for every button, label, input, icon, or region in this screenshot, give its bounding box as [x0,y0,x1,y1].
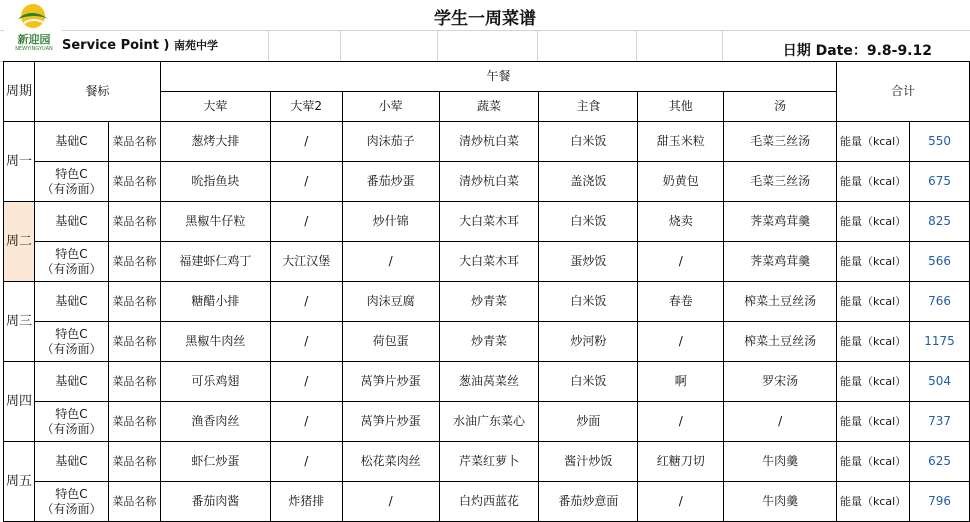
dish-cell-staple: 白米饭 [539,362,638,402]
energy-value: 625 [910,442,970,482]
dish-header-other: 其他 [638,92,724,122]
dish-cell-other: 啊 [638,362,724,402]
energy-label: 能量（kcal） [837,482,910,522]
dish-cell-other: / [638,242,724,282]
menu-row [4,122,970,162]
energy-label: 能量（kcal） [837,162,910,202]
energy-label: 能量（kcal） [837,442,910,482]
logo-text: 新迎园 [17,33,51,46]
dish-cell-soup: 牛肉羹 [724,442,837,482]
meal-type-basic: 基础C [34,442,108,482]
dish-cell-other: 烧卖 [638,202,724,242]
dish-cell-main-meat-2: / [270,202,342,242]
dish-cell-vegetable: 清炒杭白菜 [439,162,539,202]
service-point-label: Service Point ) [62,38,170,53]
dish-cell-other: 红糖刀切 [638,442,724,482]
dish-name-label: 菜品名称 [108,362,160,402]
logo-subtext: NEWYINGYUAN [15,46,53,52]
dish-header-main-meat: 大荤 [160,92,270,122]
logo [4,1,62,55]
dish-cell-staple: 炒河粉 [539,322,638,362]
dish-name-label: 菜品名称 [108,402,160,442]
menu-row [4,242,970,282]
energy-label: 能量（kcal） [837,202,910,242]
meal-standard-header: 餐标 [34,62,160,122]
meal-type-special-line1: 特色C [55,166,88,181]
energy-value: 825 [910,202,970,242]
dish-cell-vegetable: 炒青菜 [439,282,539,322]
menu-table [3,61,970,522]
date-label: 日期 Date：9.8-9.12 [782,43,932,59]
dish-cell-soup: 毛菜三丝汤 [724,162,837,202]
dish-cell-staple: 白米饭 [539,122,638,162]
meal-type-special [34,162,108,202]
dish-cell-main-meat-2: / [270,322,342,362]
dish-cell-side-meat: 荷包蛋 [342,322,439,362]
dish-cell-side-meat: 莴笋片炒蛋 [342,362,439,402]
dish-cell-soup: 荠菜鸡茸羹 [724,242,837,282]
dish-cell-side-meat: 莴笋片炒蛋 [342,402,439,442]
meal-type-special-line1: 特色C [55,326,88,341]
dish-cell-main-meat-2: / [270,402,342,442]
dish-header-staple: 主食 [539,92,638,122]
dish-cell-soup: 罗宋汤 [724,362,837,402]
dish-header-vegetable: 蔬菜 [439,92,539,122]
dish-header-soup: 汤 [724,92,837,122]
meal-type-special [34,242,108,282]
energy-value: 550 [910,122,970,162]
dish-cell-vegetable: 白灼西蓝花 [439,482,539,522]
dish-cell-main-meat: 糖醋小排 [160,282,270,322]
dish-cell-main-meat-2: / [270,162,342,202]
dish-cell-soup: 牛肉羹 [724,482,837,522]
dish-cell-soup: 榨菜土豆丝汤 [724,322,837,362]
dish-cell-side-meat: 松花菜肉丝 [342,442,439,482]
energy-value: 796 [910,482,970,522]
dish-cell-main-meat-2: / [270,282,342,322]
dish-cell-main-meat-2: / [270,442,342,482]
meal-type-special [34,482,108,522]
energy-label: 能量（kcal） [837,362,910,402]
dish-cell-other: 春卷 [638,282,724,322]
dish-cell-soup: / [724,402,837,442]
dish-cell-main-meat: 福建虾仁鸡丁 [160,242,270,282]
menu-row [4,442,970,482]
dish-cell-other: 甜玉米粒 [638,122,724,162]
school-name: 南苑中学 [173,39,218,52]
energy-value: 1175 [910,322,970,362]
dish-cell-side-meat: 肉沫豆腐 [342,282,439,322]
dish-cell-side-meat: 番茄炒蛋 [342,162,439,202]
meal-type-basic: 基础C [34,122,108,162]
dish-cell-staple: 白米饭 [539,282,638,322]
dish-name-label: 菜品名称 [108,202,160,242]
dish-header-main-meat-2: 大荤2 [270,92,342,122]
energy-label: 能量（kcal） [837,282,910,322]
meal-type-special [34,322,108,362]
dish-cell-side-meat: 肉沫茄子 [342,122,439,162]
dish-cell-main-meat: 黑椒牛肉丝 [160,322,270,362]
page-title: 学生一周菜谱 [434,9,536,29]
meal-type-special-line2: （有汤面） [41,261,102,276]
dish-cell-other: / [638,402,724,442]
dish-cell-staple: 盖浇饭 [539,162,638,202]
dish-cell-main-meat-2: / [270,122,342,162]
dish-cell-staple: 白米饭 [539,202,638,242]
dish-cell-main-meat: 葱烤大排 [160,122,270,162]
dish-cell-side-meat: / [342,482,439,522]
meal-type-basic: 基础C [34,202,108,242]
dish-cell-vegetable: 葱油莴菜丝 [439,362,539,402]
dish-cell-vegetable: 大白菜木耳 [439,242,539,282]
day-label: 周二 [4,202,35,282]
meal-type-special [34,402,108,442]
menu-row [4,362,970,402]
dish-cell-main-meat: 番茄肉酱 [160,482,270,522]
meal-type-basic: 基础C [34,282,108,322]
dish-name-label: 菜品名称 [108,482,160,522]
dish-cell-staple: 番茄炒意面 [539,482,638,522]
dish-cell-soup: 榨菜土豆丝汤 [724,282,837,322]
meal-type-basic: 基础C [34,362,108,402]
energy-value: 737 [910,402,970,442]
dish-name-label: 菜品名称 [108,122,160,162]
dish-cell-main-meat: 渔香肉丝 [160,402,270,442]
total-header: 合计 [837,62,970,122]
dish-cell-main-meat: 黑椒牛仔粒 [160,202,270,242]
meal-type-special-line2: （有汤面） [41,181,102,196]
dish-cell-vegetable: 大白菜木耳 [439,202,539,242]
dish-cell-soup: 毛菜三丝汤 [724,122,837,162]
dish-cell-vegetable: 炒青菜 [439,322,539,362]
energy-value: 766 [910,282,970,322]
energy-label: 能量（kcal） [837,322,910,362]
lunch-header: 午餐 [160,62,836,92]
menu-row [4,402,970,442]
energy-value: 504 [910,362,970,402]
dish-header-side-meat: 小荤 [342,92,439,122]
dish-cell-side-meat: 炒什锦 [342,202,439,242]
menu-row [4,202,970,242]
menu-row [4,322,970,362]
meal-type-special-line2: （有汤面） [41,501,102,516]
dish-name-label: 菜品名称 [108,242,160,282]
energy-value: 566 [910,242,970,282]
title-row [0,0,970,31]
menu-row [4,282,970,322]
dish-cell-other: / [638,322,724,362]
dish-cell-side-meat: / [342,242,439,282]
dish-cell-staple: 炒面 [539,402,638,442]
energy-label: 能量（kcal） [837,402,910,442]
dish-cell-vegetable: 清炒杭白菜 [439,122,539,162]
meal-type-special-line1: 特色C [55,246,88,261]
energy-label: 能量（kcal） [837,242,910,282]
logo-icon [4,1,62,33]
meal-type-special-line2: （有汤面） [41,421,102,436]
dish-cell-main-meat: 虾仁炒蛋 [160,442,270,482]
energy-value: 675 [910,162,970,202]
dish-name-label: 菜品名称 [108,442,160,482]
menu-row [4,162,970,202]
period-header: 周期 [4,62,35,122]
menu-row [4,482,970,522]
dish-cell-other: / [638,482,724,522]
dish-name-label: 菜品名称 [108,162,160,202]
info-row [0,31,970,62]
dish-cell-vegetable: 芹菜红萝卜 [439,442,539,482]
dish-cell-other: 奶黄包 [638,162,724,202]
dish-name-label: 菜品名称 [108,322,160,362]
dish-cell-main-meat: 可乐鸡翅 [160,362,270,402]
dish-cell-soup: 荠菜鸡茸羹 [724,202,837,242]
dish-cell-main-meat-2: / [270,362,342,402]
dish-cell-main-meat-2: 大江汉堡 [270,242,342,282]
dish-cell-staple: 酱汁炒饭 [539,442,638,482]
dish-cell-main-meat-2: 炸猪排 [270,482,342,522]
day-label: 周五 [4,442,35,522]
day-label: 周三 [4,282,35,362]
day-label: 周四 [4,362,35,442]
dish-cell-main-meat: 吮指鱼块 [160,162,270,202]
dish-cell-staple: 蛋炒饭 [539,242,638,282]
meal-type-special-line2: （有汤面） [41,341,102,356]
meal-type-special-line1: 特色C [55,486,88,501]
dish-cell-vegetable: 水油广东菜心 [439,402,539,442]
dish-name-label: 菜品名称 [108,282,160,322]
energy-label: 能量（kcal） [837,122,910,162]
meal-type-special-line1: 特色C [55,406,88,421]
day-label: 周一 [4,122,35,202]
